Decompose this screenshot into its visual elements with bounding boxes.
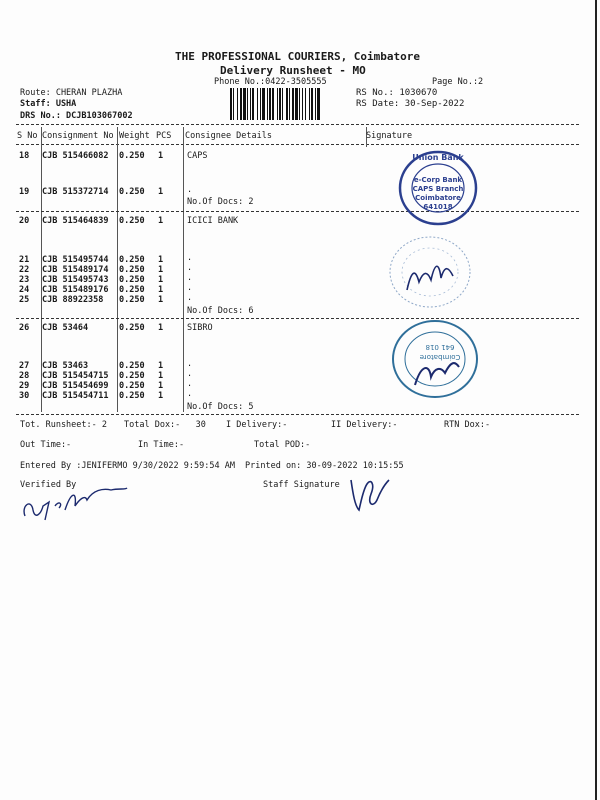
svg-text:CAPS Branch: CAPS Branch [412,185,464,193]
in-time: In Time:- [138,440,185,450]
column-divider [117,127,118,412]
bank-stamp-union-bank [395,148,485,230]
page-edge [595,0,597,800]
docs-count: No.Of Docs: 6 [187,306,254,316]
row-sno: 23 [19,275,30,285]
bank-stamp-south-indian-bank [385,315,485,400]
row-consignment: CJB 515454715 [42,371,109,381]
out-time: Out Time:- [20,440,72,450]
row-consignment: CJB 515454711 [42,391,109,401]
svg-text:e-Corp Bank: e-Corp Bank [413,176,463,184]
row-pcs: 1 [158,391,164,401]
row-pcs: 1 [158,255,164,265]
svg-text:Union Bank: Union Bank [412,153,464,162]
document-title: Delivery Runsheet - MO [220,64,366,77]
row-detail: . [187,273,193,283]
svg-text:641 018: 641 018 [425,343,455,351]
row-consignment: CJB 515489174 [42,265,109,275]
row-pcs: 1 [158,381,164,391]
divider [16,124,579,125]
row-sno: 27 [19,361,30,371]
svg-text:641018: 641018 [423,203,453,211]
consignee-name: SIBRO [187,323,213,333]
entered-by: Entered By :JENIFERMO 9/30/2022 9:59:54 AM [20,461,235,471]
row-detail: . [187,253,193,263]
row-pcs: 1 [158,323,164,333]
drs-number: DRS No.: DCJB103067002 [20,111,133,121]
row-consignment: CJB 515464839 [42,216,109,226]
row-weight: 0.250 [119,151,145,161]
row-sno: 19 [19,187,30,197]
row-pcs: 1 [158,275,164,285]
row-pcs: 1 [158,187,164,197]
row-pcs: 1 [158,295,164,305]
row-weight: 0.250 [119,255,145,265]
verifier-signature [15,476,135,526]
rs-number: RS No.: 1030670 [356,88,438,98]
staff-signature-label: Staff Signature [263,480,340,490]
column-divider [183,127,184,412]
divider [16,414,579,415]
row-weight: 0.250 [119,361,145,371]
row-consignment: CJB 515489176 [42,285,109,295]
col-header-pcs: PCS [156,131,172,141]
barcode [230,88,352,120]
row-sno: 29 [19,381,30,391]
divider [16,318,579,319]
return-dox: RTN Dox:- [444,420,491,430]
row-consignment: CJB 53463 [42,361,89,371]
printed-on: Printed on: 30-09-2022 10:15:55 [245,461,404,471]
row-weight: 0.250 [119,391,145,401]
row-sno: 18 [19,151,30,161]
rs-date: RS Date: 30-Sep-2022 [356,99,465,109]
row-detail: . [187,389,193,399]
phone-number: Phone No.:0422-3505555 [214,77,327,87]
row-detail: . [187,359,193,369]
row-consignment: CJB 515466082 [42,151,109,161]
total-dox: Total Dox:- 30 [124,420,206,430]
row-consignment: CJB 515495744 [42,255,109,265]
row-sno: 28 [19,371,30,381]
staff-signature [345,474,395,514]
total-pod: Total POD:- [254,440,311,450]
row-detail: . [187,379,193,389]
col-header-consignee: Consignee Details [185,131,272,141]
docs-count: No.Of Docs: 2 [187,197,254,207]
row-pcs: 1 [158,265,164,275]
row-consignment: CJB 515495743 [42,275,109,285]
signature-stamp-faint [385,232,480,312]
row-weight: 0.250 [119,295,145,305]
row-detail: . [187,283,193,293]
row-weight: 0.250 [119,265,145,275]
barcode-bar [317,88,320,120]
first-delivery: I Delivery:- [226,420,288,430]
company-title: THE PROFESSIONAL COURIERS, Coimbatore [175,50,421,63]
row-weight: 0.250 [119,275,145,285]
row-consignment: CJB 515454699 [42,381,109,391]
row-sno: 30 [19,391,30,401]
svg-text:Coimbatore: Coimbatore [419,353,461,361]
svg-text:Coimbatore: Coimbatore [415,194,461,202]
divider [16,211,579,212]
row-pcs: 1 [158,285,164,295]
staff: Staff: USHA [20,99,77,109]
row-weight: 0.250 [119,216,145,226]
row-detail: . [187,369,193,379]
consignee-name: ICICI BANK [187,216,239,226]
second-delivery: II Delivery:- [331,420,398,430]
route: Route: CHERAN PLAZHA [20,88,123,98]
row-sno: 21 [19,255,30,265]
row-consignment: CJB 88922358 [42,295,104,305]
verified-by-label: Verified By [20,480,77,490]
divider [16,144,579,145]
row-pcs: 1 [158,371,164,381]
col-header-signature: Signature [366,131,413,141]
row-weight: 0.250 [119,285,145,295]
row-sno: 26 [19,323,30,333]
row-weight: 0.250 [119,187,145,197]
row-pcs: 1 [158,361,164,371]
row-sno: 22 [19,265,30,275]
col-header-weight: Weight [119,131,150,141]
row-weight: 0.250 [119,371,145,381]
col-header-sno: S No [17,131,38,141]
row-sno: 25 [19,295,30,305]
row-pcs: 1 [158,216,164,226]
row-detail: . [187,293,193,303]
page-number: Page No.:2 [432,77,484,87]
consignee-name: CAPS [187,151,208,161]
col-header-consignment: Consignment No [42,131,114,141]
row-consignment: CJB 53464 [42,323,89,333]
row-sno: 20 [19,216,30,226]
row-detail: . [187,263,193,273]
row-detail: . [187,185,193,195]
row-pcs: 1 [158,151,164,161]
row-consignment: CJB 515372714 [42,187,109,197]
row-weight: 0.250 [119,323,145,333]
row-weight: 0.250 [119,381,145,391]
row-sno: 24 [19,285,30,295]
total-runsheet: Tot. Runsheet:- 2 [20,420,107,430]
docs-count: No.Of Docs: 5 [187,402,254,412]
